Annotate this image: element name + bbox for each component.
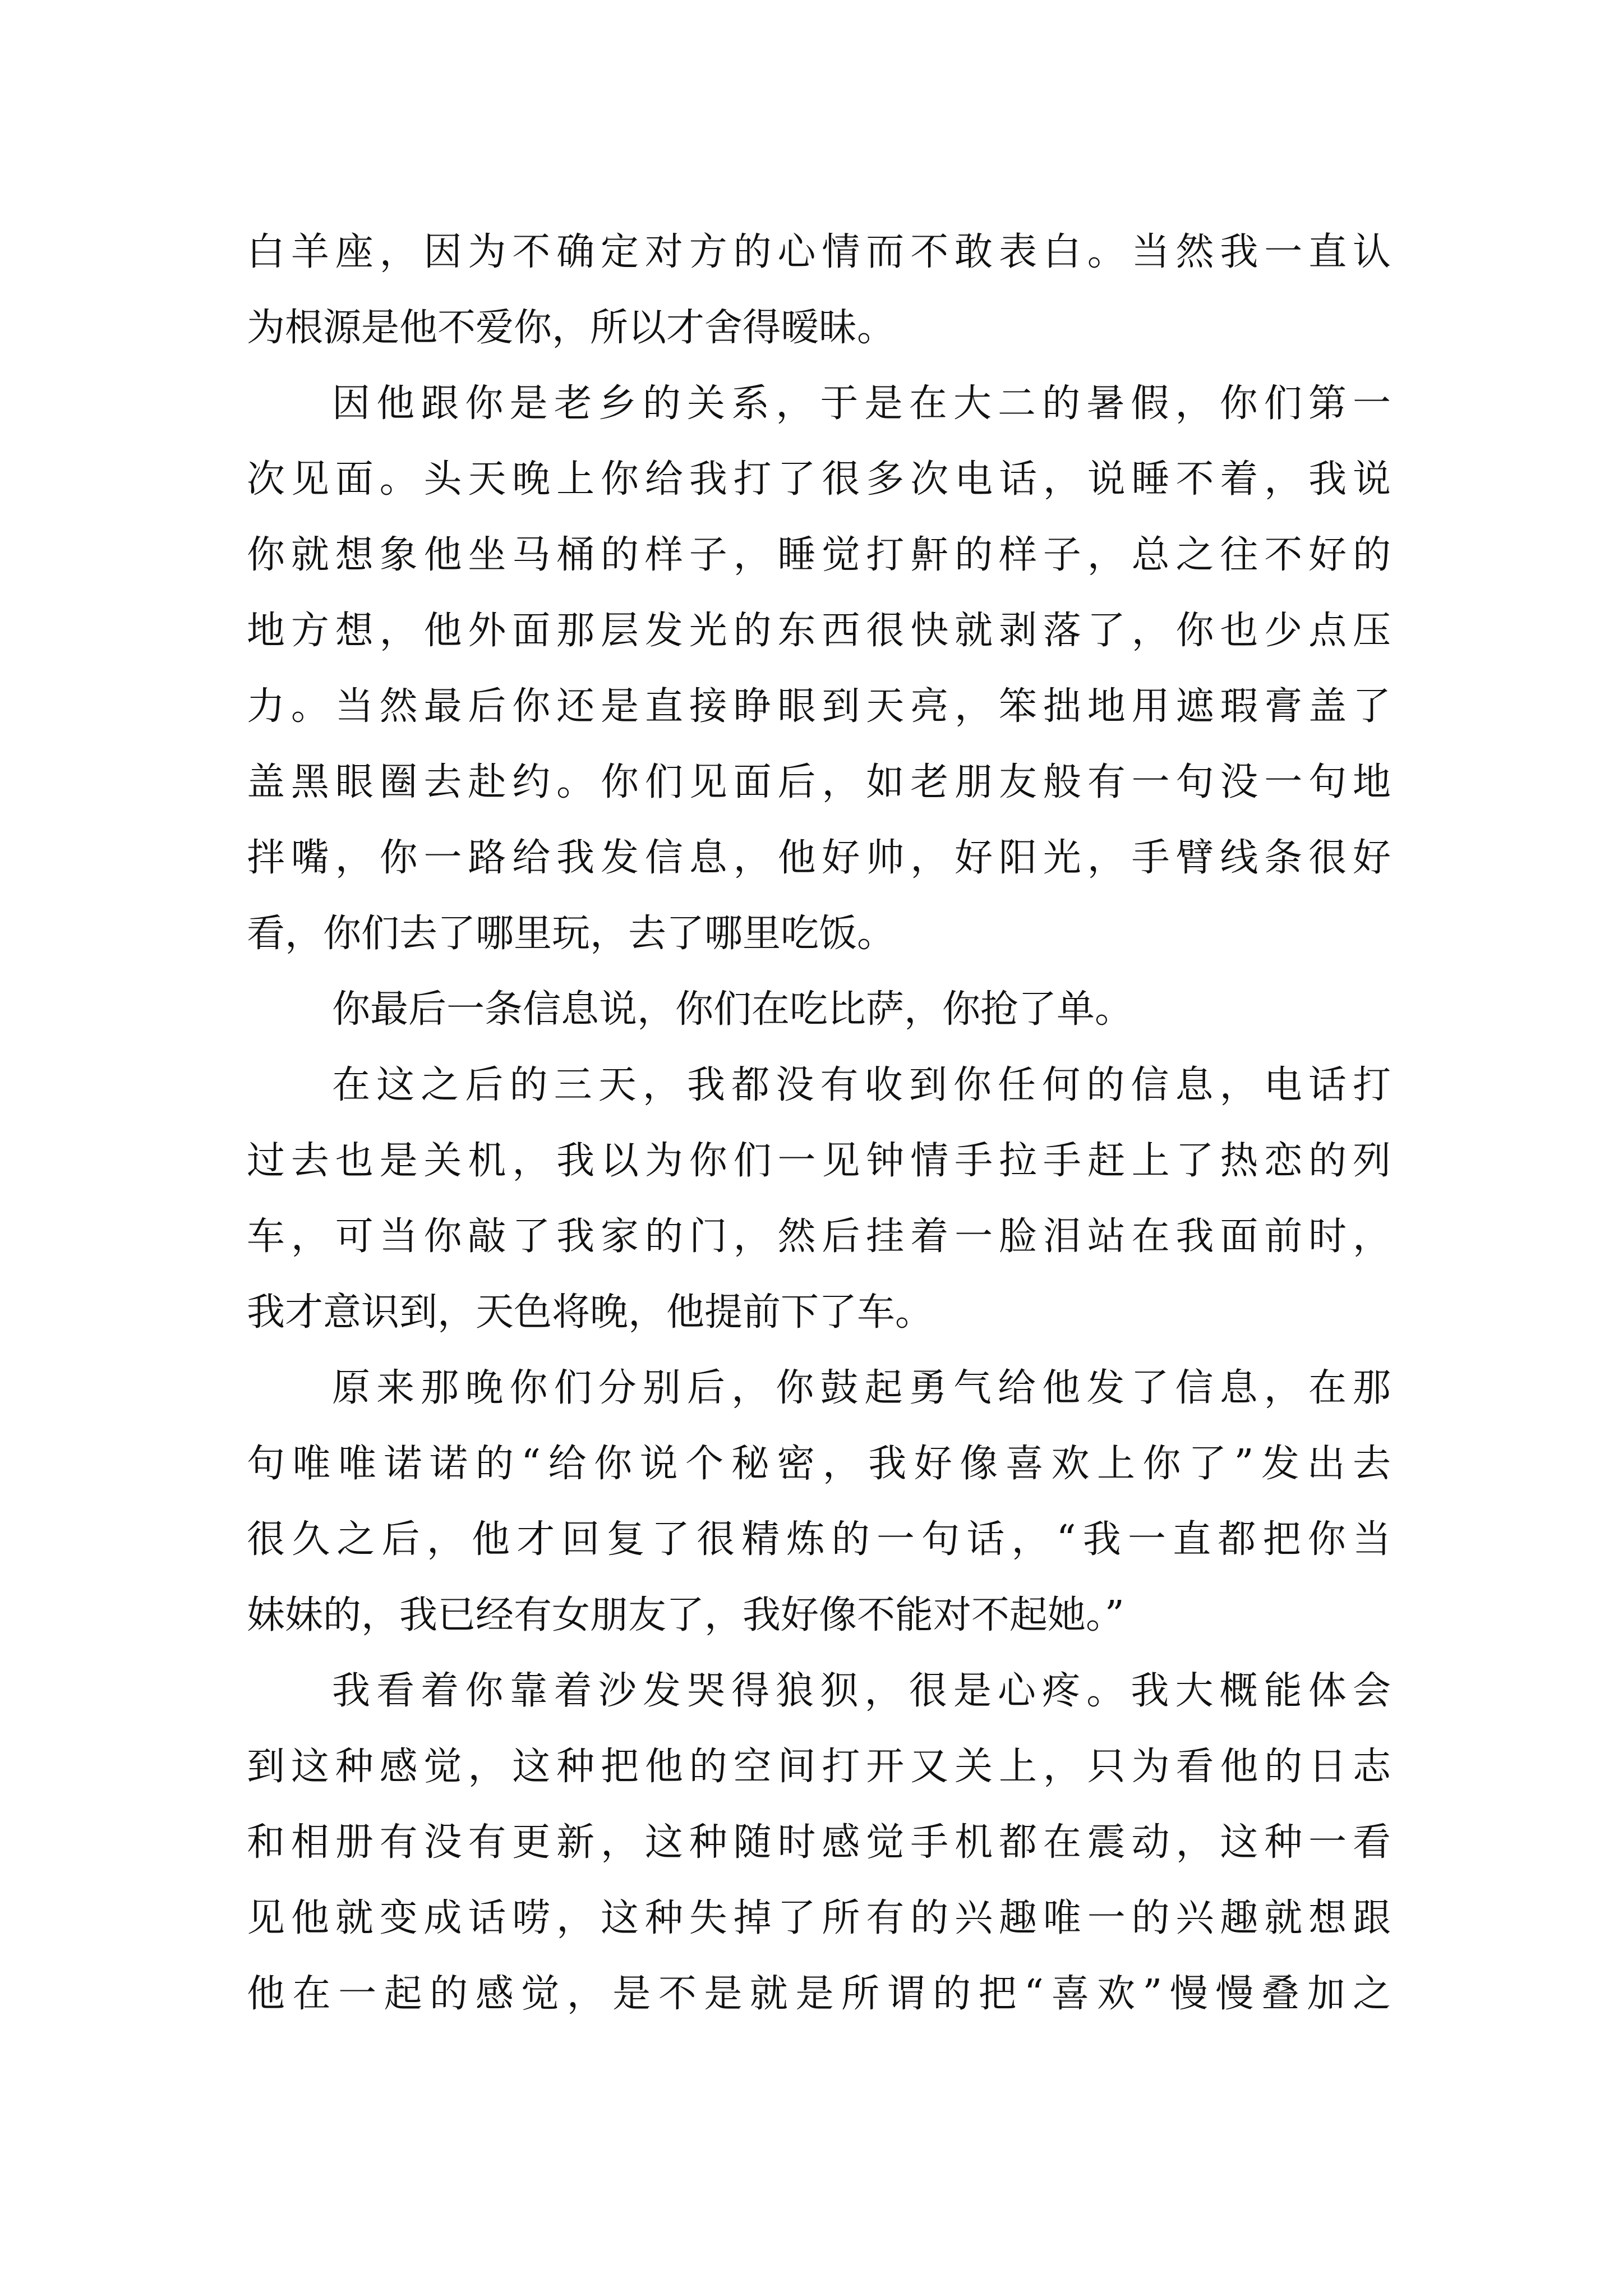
text-line: 力。当然最后你还是直接睁眼到天亮，笨拙地用遮瑕膏盖了 [247, 684, 1391, 729]
text-line: 白羊座，因为不确定对方的心情而不敢表白。当然我一直认 [247, 230, 1391, 274]
paragraph-first-line: 我看着你靠着沙发哭得狼狈，很是心疼。我大概能体会 [332, 1669, 1391, 1713]
text-line: 看，你们去了哪里玩，去了哪里吃饭。 [247, 912, 896, 956]
text-line: 过去也是关机，我以为你们一见钟情手拉手赶上了热恋的列 [247, 1139, 1391, 1183]
text-line: 很久之后，他才回复了很精炼的一句话，“我一直都把你当 [247, 1517, 1391, 1562]
text-line: 车，可当你敲了我家的门，然后挂着一脸泪站在我面前时， [247, 1214, 1391, 1259]
text-line: 见他就变成话唠，这种失掉了所有的兴趣唯一的兴趣就想跟 [247, 1896, 1391, 1940]
paragraph-first-line: 因他跟你是老乡的关系，于是在大二的暑假，你们第一 [332, 381, 1391, 426]
text-line: 你就想象他坐马桶的样子，睡觉打鼾的样子，总之往不好的 [247, 533, 1391, 577]
text-line: 盖黑眼圈去赴约。你们见面后，如老朋友般有一句没一句地 [247, 760, 1391, 804]
text-line: 句唯唯诺诺的“给你说个秘密，我好像喜欢上你了”发出去 [247, 1442, 1391, 1486]
paragraph-first-line: 在这之后的三天，我都没有收到你任何的信息，电话打 [332, 1063, 1391, 1107]
text-line: 为根源是他不爱你，所以才舍得暧昧。 [247, 306, 896, 350]
body-text [247, 214, 1391, 2032]
text-line: 拌嘴，你一路给我发信息，他好帅，好阳光，手臂线条很好 [247, 836, 1391, 880]
text-line: 他在一起的感觉，是不是就是所谓的把“喜欢”慢慢叠加之 [247, 1972, 1391, 2016]
text-line: 我才意识到，天色将晚，他提前下了车。 [247, 1290, 934, 1335]
text-line: 和相册有没有更新，这种随时感觉手机都在震动，这种一看 [247, 1820, 1391, 1865]
text-line: 地方想，他外面那层发光的东西很快就剥落了，你也少点压 [247, 609, 1391, 653]
paragraph-first-line: 你最后一条信息说，你们在吃比萨，你抢了单。 [332, 987, 1133, 1032]
text-line: 到这种感觉，这种把他的空间打开又关上，只为看他的日志 [247, 1745, 1391, 1789]
paragraph-first-line: 原来那晚你们分别后，你鼓起勇气给他发了信息，在那 [332, 1366, 1391, 1410]
text-line: 妹妹的，我已经有女朋友了，我好像不能对不起她。” [247, 1593, 1124, 1637]
text-line: 次见面。头天晚上你给我打了很多次电话，说睡不着，我说 [247, 457, 1391, 501]
